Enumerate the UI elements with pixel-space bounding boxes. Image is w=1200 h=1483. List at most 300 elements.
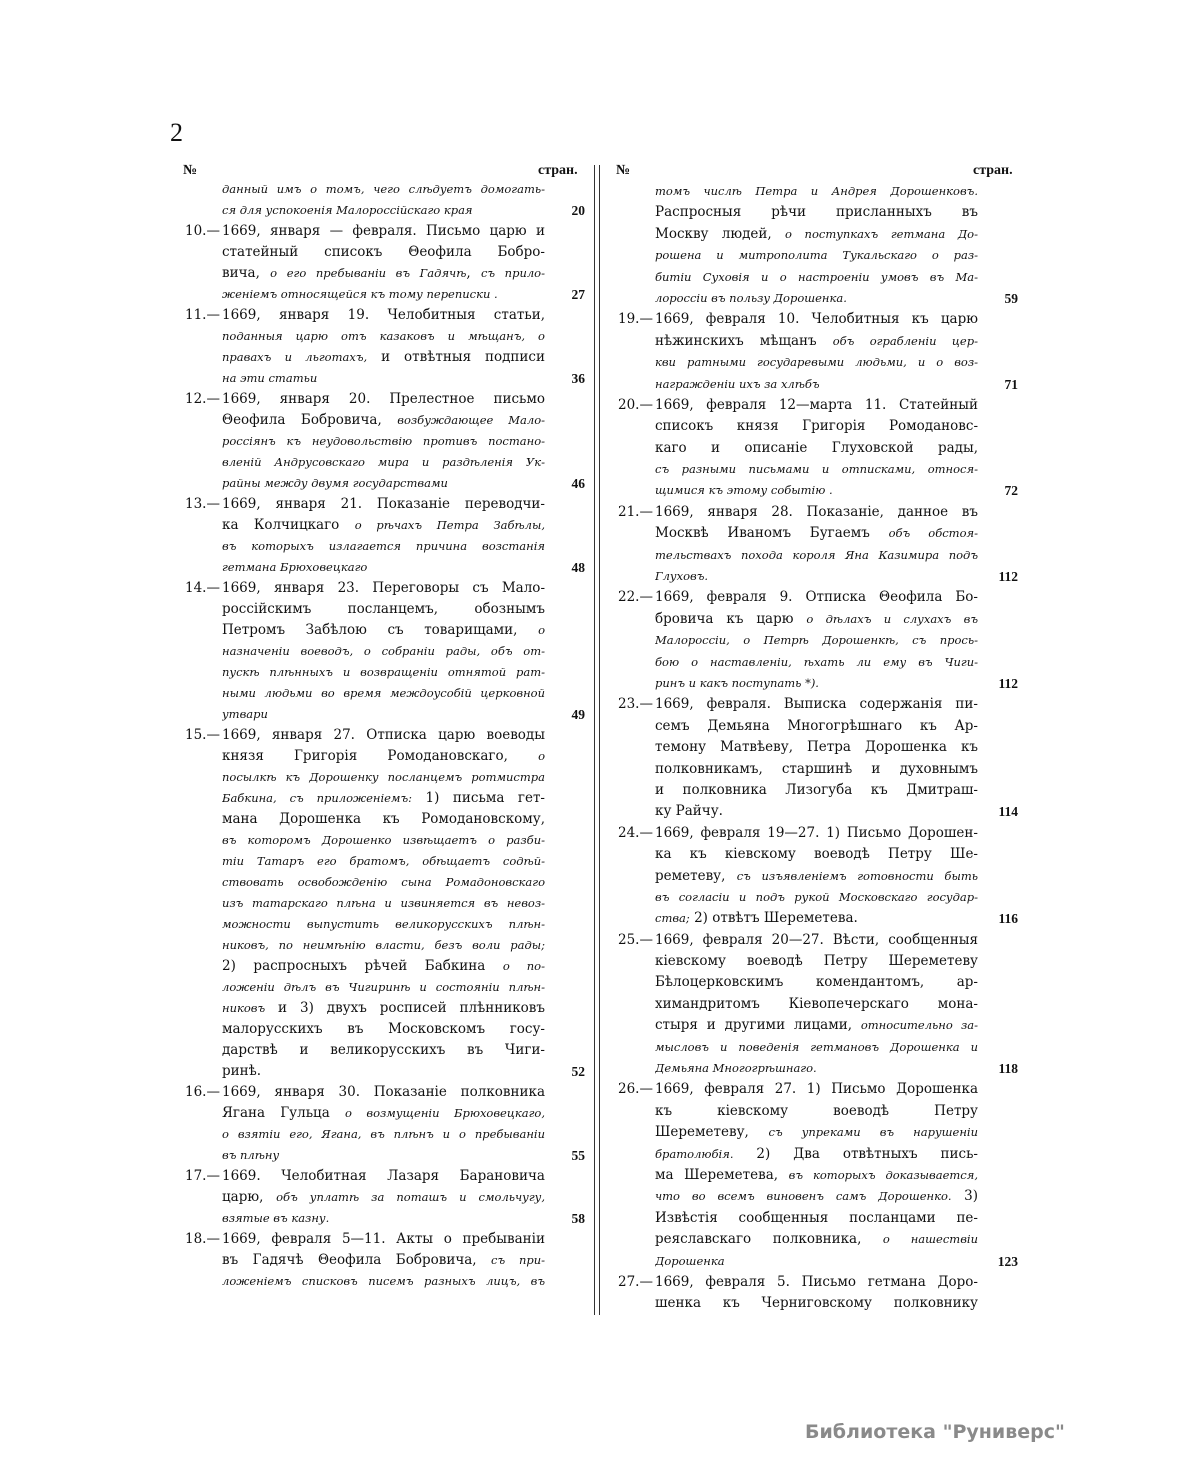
toc-entry: [185, 1166, 585, 1229]
entry-line: [618, 1251, 1018, 1272]
roman-text: шенка къ Черниговскому полковнику: [655, 1295, 978, 1312]
page-reference: 55: [571, 1148, 585, 1163]
italic-text: о дѣлахъ и слухахъ въ: [806, 611, 978, 626]
entry-number: 22.—: [618, 589, 653, 606]
entry-line: [185, 788, 585, 809]
italic-text: Малороссіи, о Петрѣ Дорошенкѣ, съ прось-: [655, 633, 978, 648]
entry-text: [222, 1145, 545, 1166]
roman-text: полковникамъ, старшинѣ и духовнымъ: [655, 760, 978, 777]
entry-text: [222, 242, 545, 263]
entry-line: [618, 331, 1018, 352]
entry-text: [655, 908, 978, 929]
page-reference: 123: [997, 1253, 1018, 1269]
page-reference: 118: [998, 1061, 1018, 1077]
entry-line: [185, 578, 585, 599]
italic-text: вленій Андрусовскаго мира и раздѣленія Ук-: [222, 455, 545, 469]
italic-text: братолюбія.: [655, 1146, 734, 1161]
entry-text: [222, 1040, 545, 1061]
roman-text: дарствѣ и великорусскихъ въ Чиги-: [222, 1042, 545, 1058]
italic-text: ствовать освобожденію сына Ромадоновскаго: [222, 875, 545, 889]
italic-text: райны между двумя государствами: [222, 476, 448, 490]
page-column-header: стран.: [538, 163, 578, 178]
italic-text: гетмана Брюховецкаго: [222, 560, 368, 574]
column-divider: [594, 165, 595, 1315]
entry-text: [655, 1037, 978, 1058]
roman-text: кіевскому воеводѣ Петру Шереметеву: [655, 953, 978, 970]
entry-text: [655, 224, 978, 245]
entry-text: [655, 930, 978, 951]
italic-text: о: [538, 623, 545, 637]
entry-text: [222, 368, 545, 389]
entry-line: [185, 431, 585, 452]
roman-text: и отвѣтныя подписи: [367, 349, 545, 365]
roman-text: списокъ князя Григорія Ромодановс-: [655, 418, 978, 435]
roman-text: Бѣлоцерковскимъ комендантомъ, ар-: [655, 974, 978, 991]
italic-text: данный имъ о томъ, чего слѣдуетъ домогать-: [222, 182, 545, 196]
roman-text: 1669, января — февраля. Письмо царю и: [222, 223, 545, 239]
entry-text: [222, 347, 545, 368]
entry-line: [185, 1019, 585, 1040]
italic-text: съ разными письмами и отписками, относя-: [655, 462, 978, 477]
toc-entry: [618, 1272, 1018, 1315]
roman-text: мана Дорошенка къ Ромодановскому,: [222, 811, 545, 827]
roman-text: статейный списокъ Θеофила Бобро-: [222, 244, 545, 260]
entry-text: [655, 887, 978, 908]
roman-text: семъ Демьяна Многогрѣшнаго къ Ар-: [655, 717, 978, 734]
entry-line: [185, 851, 585, 872]
entry-line: [618, 309, 1018, 330]
entry-text: [655, 1015, 978, 1036]
page-reference: 36: [571, 371, 585, 386]
toc-entry: [185, 221, 585, 305]
roman-text: реметеву,: [655, 867, 737, 884]
italic-text: правахъ и льготахъ,: [222, 350, 368, 364]
italic-text: о его пребываніи въ Гадячѣ: [270, 266, 467, 280]
entry-line: [185, 368, 585, 389]
column-divider: [599, 165, 600, 1315]
italic-text: о: [538, 749, 545, 763]
roman-text: Θеофила Бобровича,: [222, 412, 398, 428]
entry-line: [185, 242, 585, 263]
entry-text: [222, 221, 545, 242]
entry-line: [618, 1122, 1018, 1143]
entry-text: [222, 809, 545, 830]
entry-number: 13.—: [185, 496, 220, 512]
roman-text: 2) распросныхъ рѣчей Бабкина: [222, 958, 503, 974]
entry-number: 17.—: [185, 1168, 220, 1184]
entry-text: [222, 1250, 545, 1271]
page-column-header-right: стран.: [973, 163, 1013, 178]
entry-text: [222, 1166, 545, 1187]
page-reference: 114: [998, 804, 1018, 820]
entry-line: [618, 224, 1018, 245]
entry-line: [185, 1187, 585, 1208]
italic-text: мысловъ и поведенія гетмановъ Дорошенка и: [655, 1039, 978, 1054]
entry-line: [185, 1229, 585, 1250]
entry-text: [655, 630, 978, 651]
italic-text: тельствахъ похода короля Яна Казимира подъ: [655, 547, 978, 562]
entry-line: [618, 1293, 1018, 1314]
entry-text: [655, 438, 978, 459]
italic-text: ства;: [655, 911, 690, 926]
entry-line: [618, 245, 1018, 266]
entry-line: [618, 972, 1018, 993]
entry-text: [222, 389, 545, 410]
entry-line: [185, 662, 585, 683]
toc-entry: [618, 823, 1018, 930]
entry-line: [618, 716, 1018, 737]
italic-text: назначеніи воеводъ, о собраніи рады, объ от-: [222, 644, 545, 658]
entry-line: [618, 630, 1018, 651]
entry-text: [655, 1272, 978, 1293]
entry-line: [185, 914, 585, 935]
roman-text: царю,: [222, 1189, 277, 1205]
entry-line: [618, 1229, 1018, 1250]
italic-text: ложеніи дѣлъ въ Чигиринѣ и состояніи плѣн-: [222, 980, 545, 994]
entry-line: [618, 395, 1018, 416]
roman-text: 1669, февраля. Выписка содержанія пи-: [655, 696, 978, 713]
entry-text: [655, 652, 978, 673]
entry-text: [222, 578, 545, 599]
entry-text: [655, 759, 978, 780]
entry-text: [655, 395, 978, 416]
roman-text: 1669, февраля 10. Челобитныя къ царю: [655, 311, 978, 328]
italic-text: съ при-: [491, 1253, 545, 1267]
italic-text: въ которыхъ доказывается,: [788, 1167, 978, 1182]
entry-line: [185, 620, 585, 641]
entry-text: [222, 893, 545, 914]
number-column-header: №: [183, 163, 198, 178]
entry-text: [655, 267, 978, 288]
entry-text: [655, 309, 978, 330]
italic-text: что во всемъ виновенъ самъ Дорошенко.: [655, 1189, 952, 1204]
entry-line: [185, 872, 585, 893]
entry-text: [655, 1229, 978, 1250]
entry-line: [618, 930, 1018, 951]
entry-text: [655, 181, 978, 202]
italic-text: изъ татарскаго плѣна и извиняется въ невоз-: [222, 896, 545, 910]
italic-text: о нашествіи: [882, 1232, 978, 1247]
entry-line: [185, 1061, 585, 1082]
entry-line: [618, 694, 1018, 715]
entry-line: [618, 1058, 1018, 1079]
entry-line: [185, 599, 585, 620]
entry-line: [618, 1208, 1018, 1229]
entry-line: [185, 1208, 585, 1229]
entry-text: [655, 587, 978, 608]
entry-text: [655, 202, 978, 223]
entry-line: [618, 844, 1018, 865]
entry-line: [185, 284, 585, 305]
entry-text: [222, 746, 545, 767]
roman-text: 1669. Челобитная Лазаря Барановича: [222, 1168, 545, 1184]
entry-text: [222, 956, 545, 977]
italic-text: Демьяна Многогрѣшнаго.: [655, 1061, 817, 1076]
roman-text: Извѣстія сообщенныя посланцами пе-: [655, 1209, 978, 1226]
entry-line: [618, 502, 1018, 523]
roman-text: ринѣ.: [222, 1063, 262, 1079]
roman-text: 3): [951, 1188, 978, 1205]
entry-text: [222, 200, 545, 221]
entry-line: [185, 1124, 585, 1145]
entry-line: [185, 515, 585, 536]
roman-text: россійскимъ посланцемъ, обознымъ: [222, 601, 545, 617]
page-reference: 58: [571, 1211, 585, 1226]
entry-number: 14.—: [185, 580, 220, 596]
roman-text: 1669, февраля 5. Письмо гетмана Доро-: [655, 1273, 978, 1290]
entry-line: [618, 1186, 1018, 1207]
entry-line: [185, 977, 585, 998]
entry-text: [222, 410, 545, 431]
roman-text: 1669, февраля 19—27. 1) Письмо Дорошен-: [655, 824, 978, 841]
entry-text: [222, 620, 545, 641]
entry-text: [222, 473, 545, 494]
roman-text: ку Райчу.: [655, 803, 723, 820]
italic-text: ложеніемъ списковъ писемъ разныхъ лицъ, въ: [222, 1274, 545, 1288]
roman-text: къ кіевскому воеводѣ Петру: [655, 1102, 978, 1119]
entry-text: [655, 1165, 978, 1186]
entry-text: [655, 374, 978, 395]
entry-line: [618, 652, 1018, 673]
entry-line: [185, 179, 585, 200]
entry-number: 18.—: [185, 1231, 220, 1247]
roman-text: 1669, января 28. Показаніе, данное въ: [655, 503, 978, 520]
italic-text: въ которыхъ излагается причина возстанія: [222, 539, 545, 553]
entry-line: [185, 893, 585, 914]
italic-text: рошена и митрополита Тукальскаго о раз-: [655, 248, 978, 263]
italic-text: въ которомъ Дорошенко извѣщаетъ о разби-: [222, 833, 545, 847]
page-reference: 59: [1004, 290, 1018, 306]
page-reference: 20: [571, 203, 585, 218]
entry-text: [655, 523, 978, 544]
italic-text: возбуждающее Мало-: [397, 413, 545, 427]
entry-line: [618, 288, 1018, 309]
toc-entry: [618, 395, 1018, 502]
entry-text: [222, 788, 545, 809]
entry-line: [185, 725, 585, 746]
italic-text: о взятіи его, Ягана, въ плѣнъ и о пребываніи: [222, 1127, 545, 1141]
italic-text: взятые въ казну.: [222, 1211, 330, 1225]
italic-text: объ уплатѣ за поташъ и смольчугу,: [276, 1190, 545, 1204]
entry-text: [222, 977, 545, 998]
italic-text: лороссіи въ пользу Дорошенка.: [655, 290, 847, 305]
roman-text: въ Гадячѣ Θеофила Бобровича,: [222, 1252, 492, 1268]
page-reference: 112: [998, 569, 1018, 585]
roman-text: 1669, января 27. Отписка царю воеводы: [222, 727, 545, 743]
entry-line: [618, 823, 1018, 844]
left-column: [185, 179, 585, 1292]
entry-text: [655, 673, 978, 694]
italic-text: о поступкахъ гетмана До-: [784, 226, 978, 241]
entry-text: [655, 1251, 978, 1272]
roman-text: князя Григорія Ромодановскаго,: [222, 748, 539, 764]
entry-line: [618, 267, 1018, 288]
entry-line: [185, 956, 585, 977]
toc-entry: [618, 930, 1018, 1080]
entry-line: [185, 1082, 585, 1103]
entry-text: [222, 599, 545, 620]
italic-text: объ обстоя-: [888, 526, 978, 541]
toc-entry: [185, 389, 585, 494]
entry-text: [222, 1187, 545, 1208]
entry-text: [222, 914, 545, 935]
entry-line: [185, 746, 585, 767]
entry-text: [655, 352, 978, 373]
entry-text: [655, 823, 978, 844]
italic-text: ринъ и какъ поступать *).: [655, 675, 819, 690]
roman-text: Распросныя рѣчи присланныхъ въ: [655, 204, 978, 221]
entry-line: [185, 221, 585, 242]
italic-text: женіемъ относящейся къ тому переписки .: [222, 287, 498, 301]
entry-line: [618, 1079, 1018, 1100]
entry-text: [655, 1293, 978, 1314]
entry-text: [655, 1208, 978, 1229]
entry-line: [618, 587, 1018, 608]
roman-text: темону Матвѣеву, Петра Дорошенка къ: [655, 739, 978, 756]
italic-text: тіи Татаръ его братомъ, обѣщаетъ содѣй-: [222, 854, 545, 868]
entry-text: [655, 1101, 978, 1122]
entry-line: [185, 704, 585, 725]
entry-text: [222, 494, 545, 515]
entry-text: [222, 1061, 545, 1082]
toc-entry: [185, 725, 585, 1082]
entry-text: [222, 641, 545, 662]
toc-entry: [618, 181, 1018, 309]
roman-text: 1669, января 30. Показаніе полковника: [222, 1084, 545, 1100]
roman-text: малорусскихъ въ Московскомъ госу-: [222, 1021, 545, 1037]
entry-line: [185, 1103, 585, 1124]
entry-line: [618, 1165, 1018, 1186]
entry-text: [655, 1058, 978, 1079]
italic-text: Глуховъ.: [655, 569, 709, 584]
entry-text: [655, 502, 978, 523]
entry-line: [618, 545, 1018, 566]
page-reference: 46: [571, 476, 585, 491]
italic-text: битіи Суховія и о настроеніи умовъ въ Ма-: [655, 269, 978, 284]
roman-text: 2) отвѣтъ Шереметева.: [689, 910, 858, 927]
right-column: [618, 181, 1018, 1315]
entry-line: [618, 951, 1018, 972]
entry-text: [222, 515, 545, 536]
entry-line: [185, 389, 585, 410]
entry-text: [655, 1186, 978, 1207]
roman-text: бровича къ царю: [655, 610, 807, 627]
entry-line: [618, 887, 1018, 908]
entry-line: [618, 202, 1018, 223]
entry-line: [185, 452, 585, 473]
roman-text: ка Колчицкаго: [222, 517, 355, 533]
entry-line: [618, 1015, 1018, 1036]
entry-text: [655, 716, 978, 737]
entry-line: [185, 326, 585, 347]
roman-text: 1669, января 19. Челобитныя статьи,: [222, 307, 545, 323]
roman-text: стыря и другими лицами,: [655, 1017, 861, 1034]
entry-text: [655, 694, 978, 715]
entry-text: [222, 725, 545, 746]
entry-line: [185, 494, 585, 515]
roman-text: 1669, января 20. Прелестное письмо: [222, 391, 545, 407]
italic-text: на эти статьи: [222, 371, 318, 385]
entry-line: [618, 438, 1018, 459]
italic-text: въ плѣну: [222, 1148, 280, 1162]
roman-text: химандритомъ Кіевопечерскаго мона-: [655, 995, 978, 1012]
roman-text: Ягана Гульца: [222, 1105, 345, 1121]
roman-text: 1669, февраля 27. 1) Письмо Дорошенка: [655, 1081, 978, 1098]
italic-text: россіянъ къ неудовольствію противъ постано-: [222, 434, 545, 448]
toc-entry: [185, 1229, 585, 1292]
entry-line: [185, 536, 585, 557]
italic-text: Дорошенка: [655, 1253, 725, 1268]
entry-number: 23.—: [618, 696, 653, 713]
entry-line: [618, 523, 1018, 544]
library-watermark: Библиотека "Руниверс": [805, 1421, 1065, 1443]
roman-text: 1669, февраля 12—марта 11. Статейный: [655, 396, 978, 413]
entry-line: [618, 1272, 1018, 1293]
entry-line: [618, 866, 1018, 887]
italic-text: посылкѣ къ Дорошенку посланцемъ ротмистра: [222, 770, 545, 784]
italic-text: о рѣчахъ Петра Забѣлы,: [354, 518, 545, 532]
roman-text: 2) Два отвѣтныхъ пись-: [733, 1145, 978, 1162]
entry-line: [618, 181, 1018, 202]
entry-text: [655, 1144, 978, 1165]
entry-line: [185, 683, 585, 704]
entry-text: [222, 1082, 545, 1103]
entry-line: [618, 801, 1018, 822]
italic-text: можности выпустить великорусскихъ плѣн-: [222, 917, 545, 931]
roman-text: Москву людей,: [655, 225, 785, 242]
entry-text: [222, 326, 545, 347]
roman-text: нѣжинскихъ мѣщанъ: [655, 332, 833, 349]
entry-line: [618, 374, 1018, 395]
entry-line: [185, 557, 585, 578]
entry-line: [618, 480, 1018, 501]
entry-text: [655, 416, 978, 437]
entry-text: [222, 557, 545, 578]
entry-text: [222, 830, 545, 851]
page-reference: 49: [571, 707, 585, 722]
entry-line: [618, 737, 1018, 758]
roman-text: 1669, февраля 20—27. Вѣсти, сообщенныя: [655, 931, 978, 948]
entry-number: 19.—: [618, 311, 653, 328]
italic-text: ными людьми во время междоусобій церковной: [222, 686, 545, 700]
roman-text: 1) письма гет-: [412, 790, 545, 806]
entry-text: [222, 1103, 545, 1124]
entry-line: [185, 305, 585, 326]
entry-line: [185, 935, 585, 956]
roman-text: и 3) двухъ росписей плѣнниковъ: [265, 1000, 545, 1016]
entry-number: 21.—: [618, 503, 653, 520]
roman-text: Петромъ Забѣлою съ товарищами,: [222, 622, 539, 638]
entry-line: [185, 809, 585, 830]
entry-text: [222, 284, 545, 305]
entry-text: [655, 331, 978, 352]
entry-text: [655, 1079, 978, 1100]
entry-text: [222, 998, 545, 1019]
italic-text: поданныя царю отъ казаковъ и мѣщанъ, о: [222, 329, 545, 343]
entry-text: [222, 305, 545, 326]
entry-line: [618, 352, 1018, 373]
toc-entry: [185, 305, 585, 389]
entry-number: 20.—: [618, 396, 653, 413]
entry-text: [222, 1124, 545, 1145]
entry-text: [655, 609, 978, 630]
italic-text: съ прило-: [480, 266, 545, 280]
entry-text: [655, 994, 978, 1015]
entry-text: [222, 1208, 545, 1229]
entry-line: [185, 1271, 585, 1292]
roman-text: вича,: [222, 265, 271, 281]
roman-text: Шереметеву,: [655, 1124, 769, 1141]
